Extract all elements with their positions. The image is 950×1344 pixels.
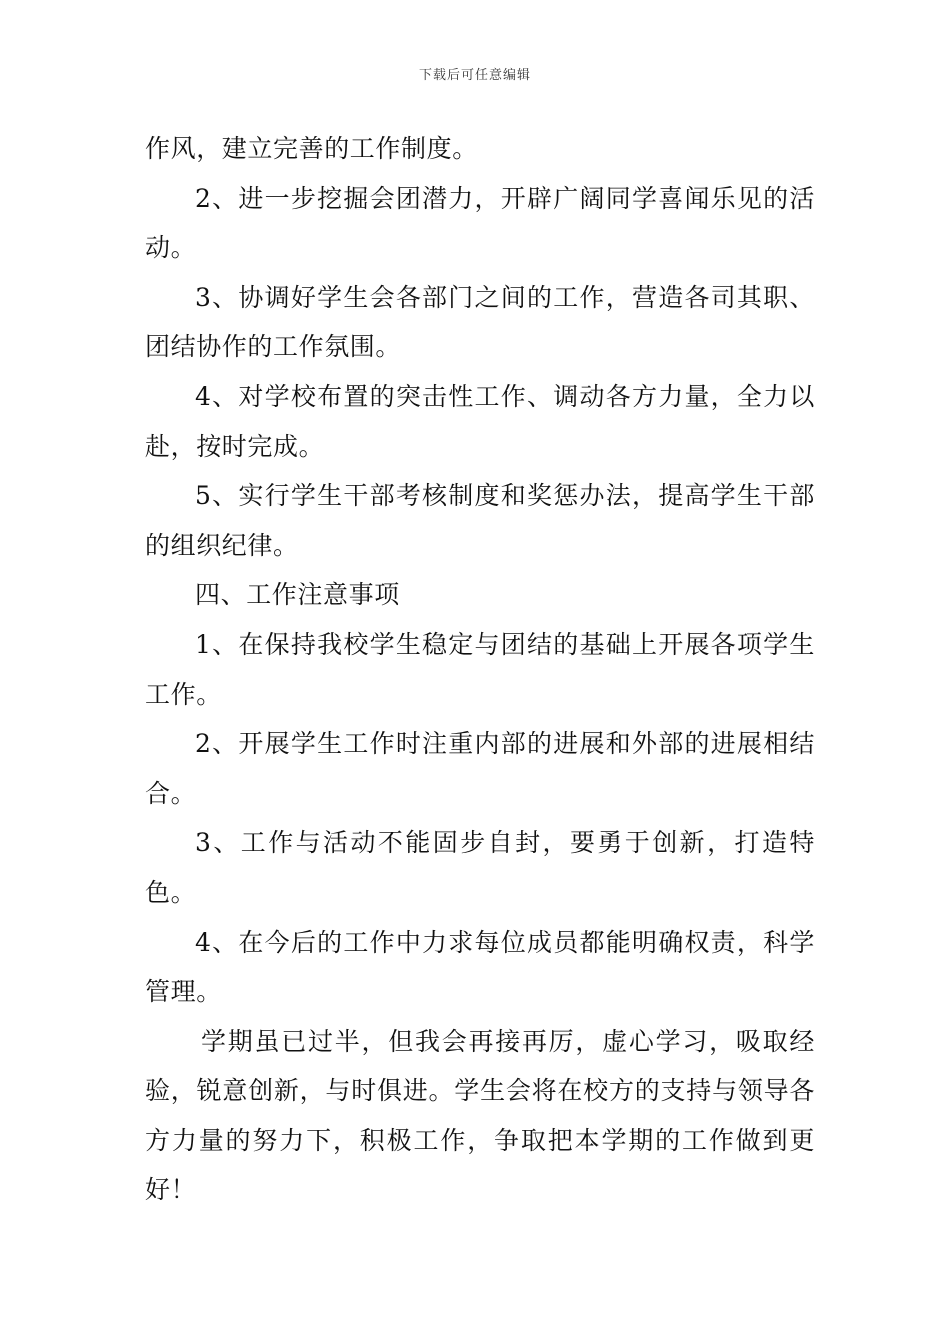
notice-item-4: 4、在今后的工作中力求每位成员都能明确权责，科学管理。 bbox=[145, 927, 815, 1007]
notice-item-2: 2、开展学生工作时注重内部的进展和外部的进展相结合。 bbox=[145, 729, 815, 808]
page-header-note: 下载后可任意编辑 bbox=[418, 68, 531, 83]
document-body bbox=[145, 124, 815, 1215]
section-heading: 四、工作注意事项 bbox=[195, 580, 400, 610]
list-item-5: 5、实行学生干部考核制度和奖惩办法，提高学生干部的组织纪律。 bbox=[145, 481, 815, 560]
list-item-3: 3、协调好学生会各部门之间的工作，营造各司其职、团结协作的工作氛围。 bbox=[145, 282, 815, 362]
list-item-4: 4、对学校布置的突击性工作、调动各方力量，全力以赴，按时完成。 bbox=[145, 381, 815, 461]
list-item-2: 2、进一步挖掘会团潜力，开辟广阔同学喜闻乐见的活动。 bbox=[145, 183, 815, 263]
paragraph-continuation: 作风，建立完善的工作制度。 bbox=[145, 134, 478, 163]
notice-item-3: 3、工作与活动不能固步自封，要勇于创新，打造特色。 bbox=[145, 828, 815, 907]
closing-paragraph: 学期虽已过半，但我会再接再厉，虚心学习，吸取经验，锐意创新，与时俱进。学生会将在校方的支持与领导各方力量的努力下，积极工作，争取把本学期的工作做到更好！ bbox=[145, 1026, 815, 1205]
notice-item-1: 1、在保持我校学生稳定与团结的基础上开展各项学生工作。 bbox=[145, 629, 815, 709]
